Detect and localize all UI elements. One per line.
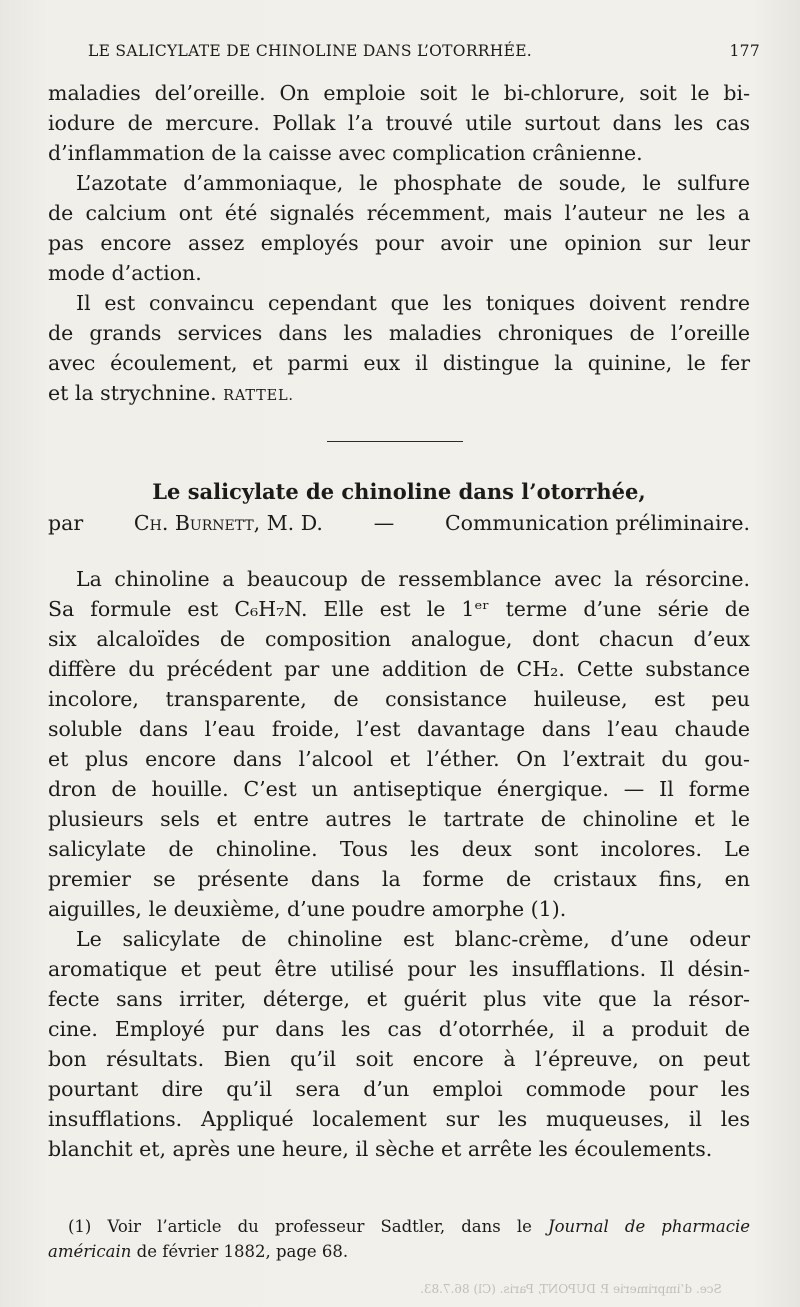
text-line: aiguilles, le deuxième, d’une poudre amorphe (1). bbox=[48, 897, 567, 921]
paragraph bbox=[48, 168, 750, 288]
text-line: de calcium ont été signalés récemment, mais l’auteur ne les a bbox=[48, 201, 750, 225]
printer-imprint: Sce. d’imprimerie P. DUPONT, Paris. (Cl) 86.7.83. bbox=[420, 1282, 722, 1296]
section-divider bbox=[327, 441, 463, 442]
footnote-line bbox=[48, 1239, 750, 1264]
running-title: LE SALICYLATE DE CHINOLINE DANS L’OTORRHÉE. bbox=[88, 42, 533, 60]
text-line: pourtant dire qu’il sera d’un emploi commode pour les bbox=[48, 1077, 750, 1101]
footnote-journal: américain bbox=[48, 1242, 132, 1261]
text-line: incolore, transparente, de consistance huileuse, est peu bbox=[48, 687, 750, 711]
byline-dash: — bbox=[373, 511, 395, 535]
text-line: de grands services dans les maladies chroniques de l’oreille bbox=[48, 321, 750, 345]
article-title: Le salicylate de chinoline dans l’otorrhée, bbox=[152, 479, 646, 504]
text-line: et la strychnine. bbox=[48, 381, 217, 405]
text-line: mode d’action. bbox=[48, 261, 202, 285]
text-line: plusieurs sels et entre autres le tartrate de chinoline et le bbox=[48, 807, 750, 831]
text-line: avec écoulement, et parmi eux il distingue la quinine, le fer bbox=[48, 351, 750, 375]
text-line: insufflations. Appliqué localement sur les muqueuses, il les bbox=[48, 1107, 750, 1131]
signature-line bbox=[48, 378, 750, 411]
text-line: premier se présente dans la forme de cristaux fins, en bbox=[48, 867, 750, 891]
text-line: Il est convaincu cependant que les toniques doivent rendre bbox=[76, 291, 750, 315]
footnote bbox=[48, 1214, 750, 1264]
text-line: et plus encore dans l’alcool et l’éther. On l’extrait du gou- bbox=[48, 747, 750, 771]
footnote-text: de février 1882, page 68. bbox=[136, 1242, 349, 1261]
text-line: La chinoline a beaucoup de ressemblance avec la résorcine. bbox=[76, 567, 750, 591]
text-line: dron de houille. C’est un antiseptique énergique. — Il forme bbox=[48, 777, 750, 801]
paragraph bbox=[48, 78, 750, 168]
text-line: six alcaloïdes de composition analogue, dont chacun d’eux bbox=[48, 627, 750, 651]
text-line: bon résultats. Bien qu’il soit encore à l’épreuve, on peut bbox=[48, 1047, 750, 1071]
paragraph bbox=[48, 288, 750, 411]
continued-text bbox=[48, 78, 750, 411]
text-line: Le salicylate de chinoline est blanc-crème, d’une odeur bbox=[76, 927, 750, 951]
text-line: iodure de mercure. Pollak l’a trouvé utile surtout dans les cas bbox=[48, 111, 750, 135]
page-number: 177 bbox=[729, 42, 760, 60]
text-line: fecte sans irriter, déterge, et guérit plus vite que la résor- bbox=[48, 987, 750, 1011]
author-signature: RATTEL. bbox=[223, 388, 294, 404]
text-line: diffère du précédent par une addition de CH₂. Cette substance bbox=[48, 657, 750, 681]
text-line: soluble dans l’eau froide, l’est davantage dans l’eau chaude bbox=[48, 717, 750, 741]
text-line: aromatique et peut être utilisé pour les insufflations. Il désin- bbox=[48, 957, 750, 981]
byline-author: Ch. Burnett, M. D. bbox=[133, 511, 323, 535]
text-line: d’inflammation de la caisse avec complication crânienne. bbox=[48, 141, 643, 165]
byline-par: par bbox=[48, 511, 84, 535]
footnote-journal: Journal de pharmacie bbox=[547, 1217, 750, 1236]
text-line: Sa formule est C₆H₇N. Elle est le 1ᵉʳ terme d’une série de bbox=[48, 597, 750, 621]
byline bbox=[48, 511, 750, 535]
running-header bbox=[88, 42, 760, 68]
text-line: cine. Employé pur dans les cas d’otorrhée, il a produit de bbox=[48, 1017, 750, 1041]
text-line: L’azotate d’ammoniaque, le phosphate de soude, le sulfure bbox=[76, 171, 750, 195]
article-body bbox=[48, 564, 750, 1164]
paragraph bbox=[48, 924, 750, 1164]
text-line: salicylate de chinoline. Tous les deux sont incolores. Le bbox=[48, 837, 750, 861]
text-line: maladies del’oreille. On emploie soit le bi-chlorure, soit le bi- bbox=[48, 81, 750, 105]
text-line: pas encore assez employés pour avoir une opinion sur leur bbox=[48, 231, 750, 255]
footnote-text: (1) Voir l’article du professeur Sadtler, dans le bbox=[68, 1217, 532, 1236]
text-line: blanchit et, après une heure, il sèche et arrête les écoulements. bbox=[48, 1137, 713, 1161]
footnote-line bbox=[48, 1214, 750, 1239]
paragraph bbox=[48, 564, 750, 924]
byline-note: Communication préliminaire. bbox=[444, 511, 750, 535]
